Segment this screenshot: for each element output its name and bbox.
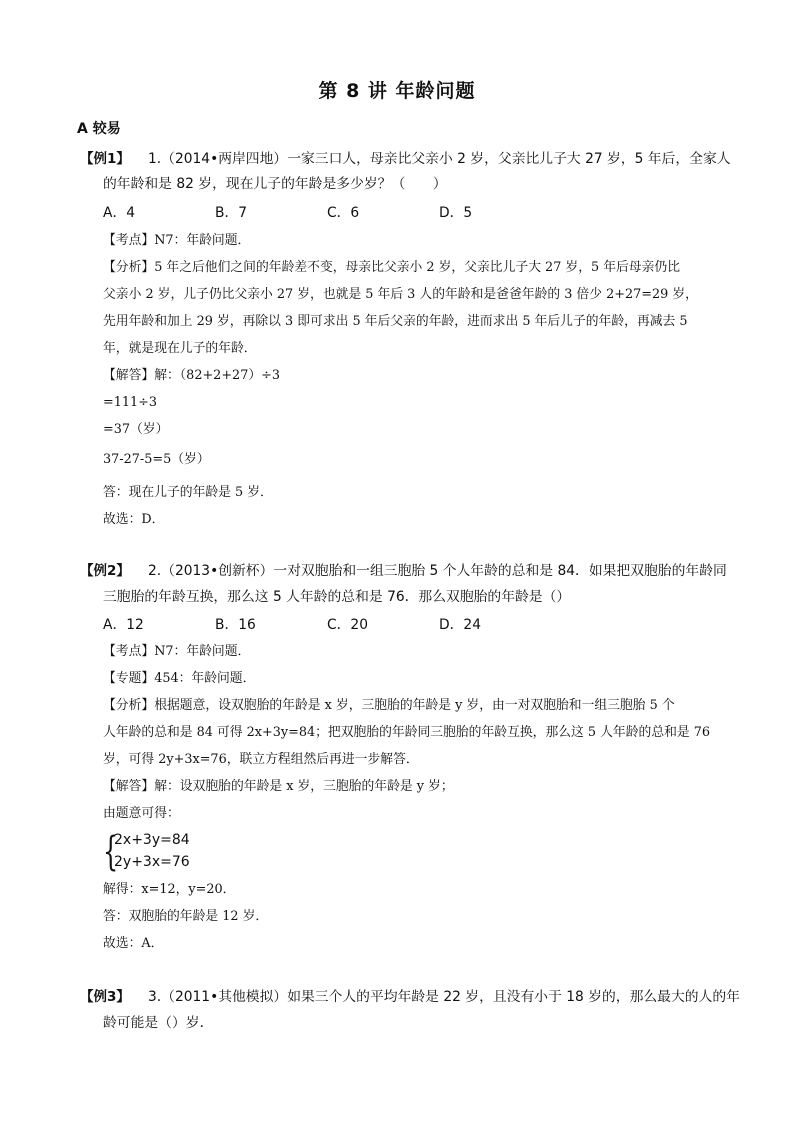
equation-system: [103, 830, 223, 874]
option-b: B．7: [215, 205, 248, 221]
example-2-tag: 【例2】: [80, 563, 130, 579]
option-d: D．5: [439, 205, 473, 221]
example-2-kaodian: 【考点】N7：年龄问题．: [103, 644, 251, 659]
equation-1: 2x+3y=84: [114, 832, 190, 848]
example-1-question-line-2: 的年龄和是 82 岁，现在儿子的年龄是多少岁？（ ）: [103, 176, 447, 192]
option-a: A．4: [103, 205, 136, 221]
example-2-analysis-line-2: 人年龄的总和是 84 可得 2x+3y=84；把双胞胎的年龄同三胞胎的年龄互换，那么这 5 人年龄的总和是 76: [103, 725, 711, 740]
example-1-analysis-line-3: 先用年龄和加上 29 岁，再除以 3 即可求出 5 年后父亲的年龄，进而求出 5 年后儿子的年龄，再减去 5: [103, 314, 688, 329]
option-d: D．24: [439, 617, 481, 633]
example-1-analysis-line-4: 年，就是现在儿子的年龄．: [103, 341, 257, 356]
example-1-step-1: =111÷3: [103, 395, 158, 410]
example-2-question-line-2: 三胞胎的年龄互换，那么这 5 人年龄的总和是 76．那么双胞胎的年龄是（）: [103, 589, 571, 605]
example-2-answer: 答：双胞胎的年龄是 12 岁．: [103, 909, 269, 924]
equation-2: 2y+3x=76: [114, 854, 190, 870]
section-heading: A 较易: [77, 121, 121, 137]
example-1-answer: 答：现在儿子的年龄是 5 岁．: [103, 485, 273, 500]
example-1-step-2: =37（岁）: [103, 422, 169, 437]
example-1-question-line-1: 1.（2014•两岸四地）一家三口人，母亲比父亲小 2 岁，父亲比儿子大 27 岁，5 年后，全家人: [148, 151, 731, 167]
example-2-choice: 故选：A．: [103, 936, 164, 951]
example-2-options: [103, 615, 551, 635]
example-2-analysis-line-1: 【分析】根据题意，设双胞胎的年龄是 x 岁，三胞胎的年龄是 y 岁，由一对双胞胎和一组三胞胎 5 个: [103, 698, 675, 713]
example-1-solution: 【解答】解：（82+2+27）÷3: [103, 368, 280, 383]
example-2-result: 解得：x=12，y=20．: [103, 882, 236, 897]
example-1-choice: 故选：D．: [103, 512, 165, 527]
example-1-kaodian: 【考点】N7：年龄问题．: [103, 233, 251, 248]
example-2-question-line-1: 2.（2013•创新杯）一对双胞胎和一组三胞胎 5 个人年龄的总和是 84．如果把双胞胎的年龄同: [148, 563, 727, 579]
option-c: C．20: [327, 617, 368, 633]
example-2-analysis-line-3: 岁，可得 2y+3x=76，联立方程组然后再进一步解答．: [103, 752, 419, 767]
example-1-analysis-line-2: 父亲小 2 岁，儿子仍比父亲小 27 岁，也就是 5 年后 3 人的年龄和是爸爸年龄的 3 倍少 2+27=29 岁，: [103, 287, 698, 302]
example-1-step-3: 37-27-5=5（岁）: [103, 452, 210, 467]
example-3-question-line-2: 龄可能是（）岁．: [103, 1015, 214, 1031]
option-a: A．12: [103, 617, 144, 633]
option-b: B．16: [215, 617, 256, 633]
example-2-solution: 【解答】解：设双胞胎的年龄是 x 岁，三胞胎的年龄是 y 岁；: [103, 779, 454, 794]
example-1-tag: 【例1】: [80, 151, 130, 167]
option-c: C．6: [327, 205, 360, 221]
example-2-setup: 由题意可得：: [103, 806, 180, 821]
example-2-zhuanti: 【专题】454：年龄问题．: [103, 671, 256, 686]
example-1-analysis-line-1: 【分析】5 年之后他们之间的年龄差不变，母亲比父亲小 2 岁，父亲比儿子大 27 岁，5 年后母亲仍比: [103, 260, 680, 275]
example-1-options: [103, 203, 551, 223]
example-3-tag: 【例3】: [80, 989, 130, 1005]
example-3-question-line-1: 3.（2011•其他模拟）如果三个人的平均年龄是 22 岁，且没有小于 18 岁的，那么最大的人的年: [148, 989, 740, 1005]
page-title: 第 8 讲 年龄问题: [318, 80, 476, 102]
left-brace-icon: {: [103, 829, 119, 875]
